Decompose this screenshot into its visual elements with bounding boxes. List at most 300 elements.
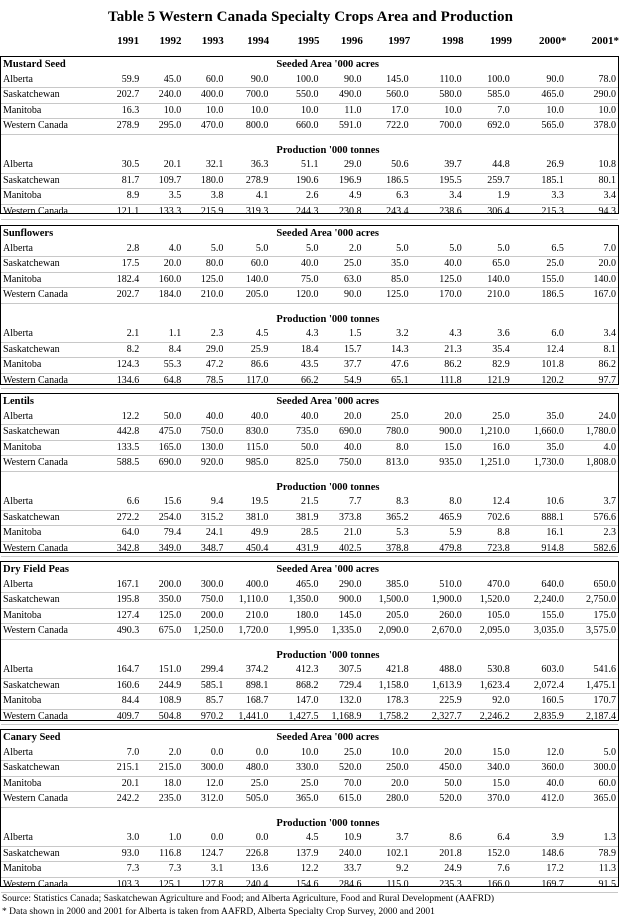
- data-cell: 168.7: [225, 694, 270, 710]
- data-cell: 373.8: [320, 510, 363, 526]
- data-cell: 25.9: [225, 342, 270, 358]
- data-cell: 700.0: [225, 88, 270, 104]
- data-cell: 7.3: [99, 862, 141, 878]
- data-cell: 5.0: [566, 746, 618, 761]
- data-cell: 170.7: [566, 694, 618, 710]
- crop-table: [1, 731, 618, 893]
- data-cell: 1.9: [464, 189, 512, 205]
- region-name: Saskatchewan: [1, 678, 99, 694]
- data-cell: 75.0: [270, 272, 320, 288]
- data-cell: 10.8: [566, 158, 618, 173]
- data-cell: 4.0: [141, 242, 183, 257]
- data-cell: 20.0: [364, 776, 411, 792]
- table-row: [1, 709, 618, 725]
- data-cell: 1,995.0: [270, 624, 320, 640]
- data-cell: 86.2: [411, 358, 464, 374]
- data-cell: 350.0: [141, 593, 183, 609]
- data-cell: 45.0: [141, 73, 183, 88]
- data-cell: 102.1: [364, 846, 411, 862]
- data-cell: 86.2: [566, 358, 618, 374]
- data-cell: 6.4: [464, 831, 512, 846]
- data-cell: 1,500.0: [364, 593, 411, 609]
- data-cell: 178.3: [364, 694, 411, 710]
- data-cell: 64.8: [141, 373, 183, 389]
- data-cell: 520.0: [411, 792, 464, 808]
- data-cell: 140.0: [464, 272, 512, 288]
- data-cell: 342.8: [99, 541, 141, 557]
- data-cell: 124.7: [183, 846, 225, 862]
- seeded-area-label: Seeded Area '000 acres: [276, 564, 379, 576]
- table-row: [1, 578, 618, 593]
- data-cell: 10.6: [512, 495, 566, 510]
- data-cell: 2,187.4: [566, 709, 618, 725]
- region-name: Western Canada: [1, 119, 99, 135]
- data-cell: 84.4: [99, 694, 141, 710]
- data-cell: 1,210.0: [464, 425, 512, 441]
- table-row: [1, 189, 618, 205]
- data-cell: 750.0: [183, 425, 225, 441]
- data-cell: 70.0: [320, 776, 363, 792]
- data-cell: 1,720.0: [225, 624, 270, 640]
- data-cell: 4.3: [411, 327, 464, 342]
- data-cell: 210.0: [225, 608, 270, 624]
- data-cell: 400.0: [225, 578, 270, 593]
- table-row: [1, 877, 618, 893]
- data-cell: 295.0: [141, 119, 183, 135]
- data-cell: 10.9: [320, 831, 363, 846]
- table-row: [1, 663, 618, 678]
- data-cell: 120.0: [270, 288, 320, 304]
- data-cell: 127.8: [183, 877, 225, 893]
- data-cell: 20.0: [566, 257, 618, 273]
- data-cell: 137.9: [270, 846, 320, 862]
- region-name: Western Canada: [1, 204, 99, 220]
- data-cell: 50.0: [270, 440, 320, 456]
- data-cell: 360.0: [512, 761, 566, 777]
- data-cell: 3.7: [566, 495, 618, 510]
- table-row: [1, 746, 618, 761]
- data-cell: 21.3: [411, 342, 464, 358]
- region-name: Alberta: [1, 746, 99, 761]
- data-cell: 59.9: [99, 73, 141, 88]
- data-cell: 244.9: [141, 678, 183, 694]
- data-cell: 133.3: [141, 204, 183, 220]
- table-row: [1, 257, 618, 273]
- data-cell: 55.3: [141, 358, 183, 374]
- data-cell: 914.8: [512, 541, 566, 557]
- data-cell: 130.0: [183, 440, 225, 456]
- data-cell: 259.7: [464, 173, 512, 189]
- data-cell: 24.9: [411, 862, 464, 878]
- data-cell: 1,250.0: [183, 624, 225, 640]
- data-cell: 690.0: [141, 456, 183, 472]
- data-cell: 7.7: [320, 495, 363, 510]
- data-cell: 235.0: [141, 792, 183, 808]
- data-cell: 155.0: [512, 272, 566, 288]
- data-cell: 278.9: [225, 173, 270, 189]
- table-row: [1, 242, 618, 257]
- data-cell: 750.0: [320, 456, 363, 472]
- data-cell: 16.1: [512, 526, 566, 542]
- year-label: 1996: [340, 35, 363, 47]
- data-cell: 1.3: [566, 831, 618, 846]
- crop-section: [0, 729, 619, 890]
- data-cell: 479.8: [411, 541, 464, 557]
- data-cell: 8.1: [566, 342, 618, 358]
- data-cell: 35.0: [364, 257, 411, 273]
- data-cell: 1,350.0: [270, 593, 320, 609]
- production-label: Production '000 tonnes: [276, 817, 380, 829]
- year-label: 1998: [441, 35, 464, 47]
- table-row: [1, 846, 618, 862]
- data-cell: 33.7: [320, 862, 363, 878]
- region-name: Manitoba: [1, 608, 99, 624]
- data-cell: 723.8: [464, 541, 512, 557]
- data-cell: 985.0: [225, 456, 270, 472]
- data-cell: 124.3: [99, 358, 141, 374]
- data-cell: 65.0: [464, 257, 512, 273]
- data-cell: 465.9: [411, 510, 464, 526]
- data-cell: 306.4: [464, 204, 512, 220]
- region-name: Manitoba: [1, 862, 99, 878]
- data-cell: 2,835.9: [512, 709, 566, 725]
- data-cell: 47.6: [364, 358, 411, 374]
- data-cell: 1,441.0: [225, 709, 270, 725]
- data-cell: 307.5: [320, 663, 363, 678]
- data-cell: 40.0: [270, 257, 320, 273]
- data-cell: 6.0: [512, 327, 566, 342]
- data-cell: 240.0: [141, 88, 183, 104]
- data-cell: 1.5: [320, 327, 363, 342]
- data-cell: 830.0: [225, 425, 270, 441]
- crop-name: Dry Field Peas: [3, 564, 69, 576]
- data-cell: 2.8: [99, 242, 141, 257]
- data-cell: 7.3: [141, 862, 183, 878]
- data-cell: 167.1: [99, 578, 141, 593]
- data-cell: 125.0: [364, 288, 411, 304]
- region-name: Western Canada: [1, 288, 99, 304]
- year-label: 2000*: [538, 35, 567, 47]
- data-cell: 541.6: [566, 663, 618, 678]
- data-cell: 750.0: [183, 593, 225, 609]
- data-cell: 28.5: [270, 526, 320, 542]
- data-cell: 3,575.0: [566, 624, 618, 640]
- data-cell: 3.7: [364, 831, 411, 846]
- table-row: [1, 173, 618, 189]
- data-cell: 8.9: [99, 189, 141, 205]
- data-cell: 585.1: [183, 678, 225, 694]
- year-label: 2001*: [591, 35, 619, 47]
- region-name: Saskatchewan: [1, 88, 99, 104]
- data-cell: 152.0: [464, 846, 512, 862]
- data-cell: 560.0: [364, 88, 411, 104]
- data-cell: 3.6: [464, 327, 512, 342]
- data-cell: 9.2: [364, 862, 411, 878]
- data-cell: 6.6: [99, 495, 141, 510]
- data-cell: 290.0: [320, 578, 363, 593]
- data-cell: 465.0: [270, 578, 320, 593]
- data-cell: 260.0: [411, 608, 464, 624]
- region-name: Manitoba: [1, 189, 99, 205]
- data-cell: 402.5: [320, 541, 363, 557]
- footnotes: [2, 893, 619, 919]
- year-label: 1997: [388, 35, 411, 47]
- crop-table: [1, 227, 618, 389]
- data-cell: 105.0: [464, 608, 512, 624]
- data-cell: 47.2: [183, 358, 225, 374]
- data-cell: 576.6: [566, 510, 618, 526]
- data-cell: 43.5: [270, 358, 320, 374]
- table-row: [1, 373, 618, 389]
- data-cell: 284.6: [320, 877, 363, 893]
- data-cell: 25.0: [320, 746, 363, 761]
- table-row: [1, 456, 618, 472]
- data-cell: 18.4: [270, 342, 320, 358]
- data-cell: 2.0: [141, 746, 183, 761]
- data-cell: 160.5: [512, 694, 566, 710]
- data-cell: 160.0: [141, 272, 183, 288]
- data-cell: 0.0: [225, 831, 270, 846]
- data-cell: 12.2: [99, 410, 141, 425]
- data-cell: 381.0: [225, 510, 270, 526]
- table-row: [1, 593, 618, 609]
- data-cell: 5.3: [364, 526, 411, 542]
- data-cell: 215.3: [512, 204, 566, 220]
- seeded-area-label: Seeded Area '000 acres: [276, 732, 379, 744]
- data-cell: 421.8: [364, 663, 411, 678]
- data-cell: 160.6: [99, 678, 141, 694]
- data-cell: 1,427.5: [270, 709, 320, 725]
- data-cell: 585.0: [464, 88, 512, 104]
- data-cell: 78.0: [566, 73, 618, 88]
- data-cell: 1,730.0: [512, 456, 566, 472]
- data-cell: 9.4: [183, 495, 225, 510]
- data-cell: 254.0: [141, 510, 183, 526]
- data-cell: 2,246.2: [464, 709, 512, 725]
- data-cell: 195.8: [99, 593, 141, 609]
- data-cell: 240.4: [225, 877, 270, 893]
- data-cell: 5.9: [411, 526, 464, 542]
- region-name: Western Canada: [1, 456, 99, 472]
- data-cell: 1,158.0: [364, 678, 411, 694]
- production-label: Production '000 tonnes: [276, 649, 380, 661]
- table-title: Table 5 Western Canada Specialty Crops Area and Production: [107, 9, 514, 25]
- data-cell: 108.9: [141, 694, 183, 710]
- data-cell: 2,072.4: [512, 678, 566, 694]
- data-cell: 735.0: [270, 425, 320, 441]
- data-cell: 94.3: [566, 204, 618, 220]
- data-cell: 7.0: [464, 103, 512, 119]
- crop-name: Canary Seed: [3, 732, 61, 744]
- crop-section: [0, 393, 619, 553]
- data-cell: 64.0: [99, 526, 141, 542]
- table-row: [1, 495, 618, 510]
- data-cell: 300.0: [183, 761, 225, 777]
- data-cell: 10.0: [141, 103, 183, 119]
- data-cell: 154.6: [270, 877, 320, 893]
- data-cell: 80.1: [566, 173, 618, 189]
- crop-name: Lentils: [3, 396, 34, 408]
- data-cell: 450.0: [411, 761, 464, 777]
- data-cell: 90.0: [320, 288, 363, 304]
- data-cell: 5.0: [411, 242, 464, 257]
- region-name: Alberta: [1, 663, 99, 678]
- data-cell: 5.0: [270, 242, 320, 257]
- data-cell: 184.0: [141, 288, 183, 304]
- data-cell: 675.0: [141, 624, 183, 640]
- data-cell: 4.3: [270, 327, 320, 342]
- data-cell: 40.0: [512, 776, 566, 792]
- data-cell: 175.0: [566, 608, 618, 624]
- data-cell: 244.3: [270, 204, 320, 220]
- data-cell: 200.0: [141, 578, 183, 593]
- region-name: Western Canada: [1, 709, 99, 725]
- data-cell: 215.9: [183, 204, 225, 220]
- data-cell: 35.0: [512, 410, 566, 425]
- data-cell: 565.0: [512, 119, 566, 135]
- data-cell: 650.0: [566, 578, 618, 593]
- data-cell: 49.9: [225, 526, 270, 542]
- region-name: Saskatchewan: [1, 257, 99, 273]
- data-cell: 166.0: [464, 877, 512, 893]
- table-row: [1, 410, 618, 425]
- data-cell: 378.0: [566, 119, 618, 135]
- data-cell: 312.0: [183, 792, 225, 808]
- data-cell: 900.0: [320, 593, 363, 609]
- data-cell: 19.5: [225, 495, 270, 510]
- data-cell: 81.7: [99, 173, 141, 189]
- region-name: Manitoba: [1, 440, 99, 456]
- data-cell: 167.0: [566, 288, 618, 304]
- seeded-area-label: Seeded Area '000 acres: [276, 59, 379, 71]
- data-cell: 242.2: [99, 792, 141, 808]
- data-cell: 202.7: [99, 88, 141, 104]
- data-cell: 4.1: [225, 189, 270, 205]
- region-name: Alberta: [1, 495, 99, 510]
- data-cell: 5.0: [464, 242, 512, 257]
- data-cell: 100.0: [464, 73, 512, 88]
- data-cell: 50.0: [141, 410, 183, 425]
- data-cell: 63.0: [320, 272, 363, 288]
- table-row: [1, 862, 618, 878]
- data-cell: 4.5: [270, 831, 320, 846]
- data-cell: 868.2: [270, 678, 320, 694]
- data-cell: 800.0: [225, 119, 270, 135]
- data-cell: 10.0: [270, 103, 320, 119]
- region-name: Western Canada: [1, 624, 99, 640]
- data-cell: 14.3: [364, 342, 411, 358]
- data-cell: 17.2: [512, 862, 566, 878]
- data-cell: 30.5: [99, 158, 141, 173]
- region-name: Western Canada: [1, 792, 99, 808]
- data-cell: 3.2: [364, 327, 411, 342]
- data-cell: 5.0: [183, 242, 225, 257]
- table-row: [1, 831, 618, 846]
- table-row: [1, 358, 618, 374]
- data-cell: 109.7: [141, 173, 183, 189]
- data-cell: 365.0: [270, 792, 320, 808]
- data-cell: 3.4: [566, 189, 618, 205]
- data-cell: 215.0: [141, 761, 183, 777]
- data-cell: 235.3: [411, 877, 464, 893]
- data-cell: 8.0: [364, 440, 411, 456]
- data-cell: 185.1: [512, 173, 566, 189]
- data-cell: 640.0: [512, 578, 566, 593]
- data-cell: 24.0: [566, 410, 618, 425]
- data-cell: 127.4: [99, 608, 141, 624]
- region-name: Manitoba: [1, 526, 99, 542]
- data-cell: 588.5: [99, 456, 141, 472]
- data-cell: 0.0: [183, 831, 225, 846]
- data-cell: 86.6: [225, 358, 270, 374]
- data-cell: 378.8: [364, 541, 411, 557]
- data-cell: 115.0: [225, 440, 270, 456]
- data-cell: 85.7: [183, 694, 225, 710]
- data-cell: 550.0: [270, 88, 320, 104]
- data-cell: 145.0: [320, 608, 363, 624]
- region-name: Saskatchewan: [1, 342, 99, 358]
- crop-name: Mustard Seed: [3, 59, 66, 71]
- data-cell: 3.5: [141, 189, 183, 205]
- data-cell: 450.4: [225, 541, 270, 557]
- data-cell: 300.0: [566, 761, 618, 777]
- data-cell: 591.0: [320, 119, 363, 135]
- data-cell: 20.0: [141, 257, 183, 273]
- data-cell: 1,660.0: [512, 425, 566, 441]
- data-cell: 5.0: [364, 242, 411, 257]
- data-cell: 90.0: [320, 73, 363, 88]
- data-cell: 26.9: [512, 158, 566, 173]
- data-cell: 729.4: [320, 678, 363, 694]
- year-label: 1992: [159, 35, 182, 47]
- data-cell: 690.0: [320, 425, 363, 441]
- asterisk-note: * Data shown in 2000 and 2001 for Alberta is taken from AAFRD, Alberta Specialty Crop Survey, 2000 and 2001: [2, 907, 435, 917]
- data-cell: 12.0: [512, 746, 566, 761]
- region-name: Manitoba: [1, 358, 99, 374]
- table-row: [1, 73, 618, 88]
- data-cell: 431.9: [270, 541, 320, 557]
- data-cell: 0.0: [183, 746, 225, 761]
- data-cell: 147.0: [270, 694, 320, 710]
- data-cell: 8.8: [464, 526, 512, 542]
- data-cell: 186.5: [364, 173, 411, 189]
- data-cell: 17.0: [364, 103, 411, 119]
- table-row: [1, 327, 618, 342]
- data-cell: 603.0: [512, 663, 566, 678]
- data-cell: 365.2: [364, 510, 411, 526]
- table-row: [1, 761, 618, 777]
- data-cell: 582.6: [566, 541, 618, 557]
- data-cell: 660.0: [270, 119, 320, 135]
- data-cell: 148.6: [512, 846, 566, 862]
- data-cell: 615.0: [320, 792, 363, 808]
- data-cell: 2,670.0: [411, 624, 464, 640]
- data-cell: 272.2: [99, 510, 141, 526]
- data-cell: 40.0: [320, 440, 363, 456]
- data-cell: 132.0: [320, 694, 363, 710]
- data-cell: 121.1: [99, 204, 141, 220]
- data-cell: 3.8: [183, 189, 225, 205]
- data-cell: 210.0: [464, 288, 512, 304]
- year-label: 1993: [201, 35, 224, 47]
- data-cell: 290.0: [566, 88, 618, 104]
- data-cell: 0.0: [225, 746, 270, 761]
- data-cell: 97.7: [566, 373, 618, 389]
- seeded-area-label: Seeded Area '000 acres: [276, 228, 379, 240]
- data-cell: 103.3: [99, 877, 141, 893]
- data-cell: 10.0: [566, 103, 618, 119]
- region-name: Alberta: [1, 242, 99, 257]
